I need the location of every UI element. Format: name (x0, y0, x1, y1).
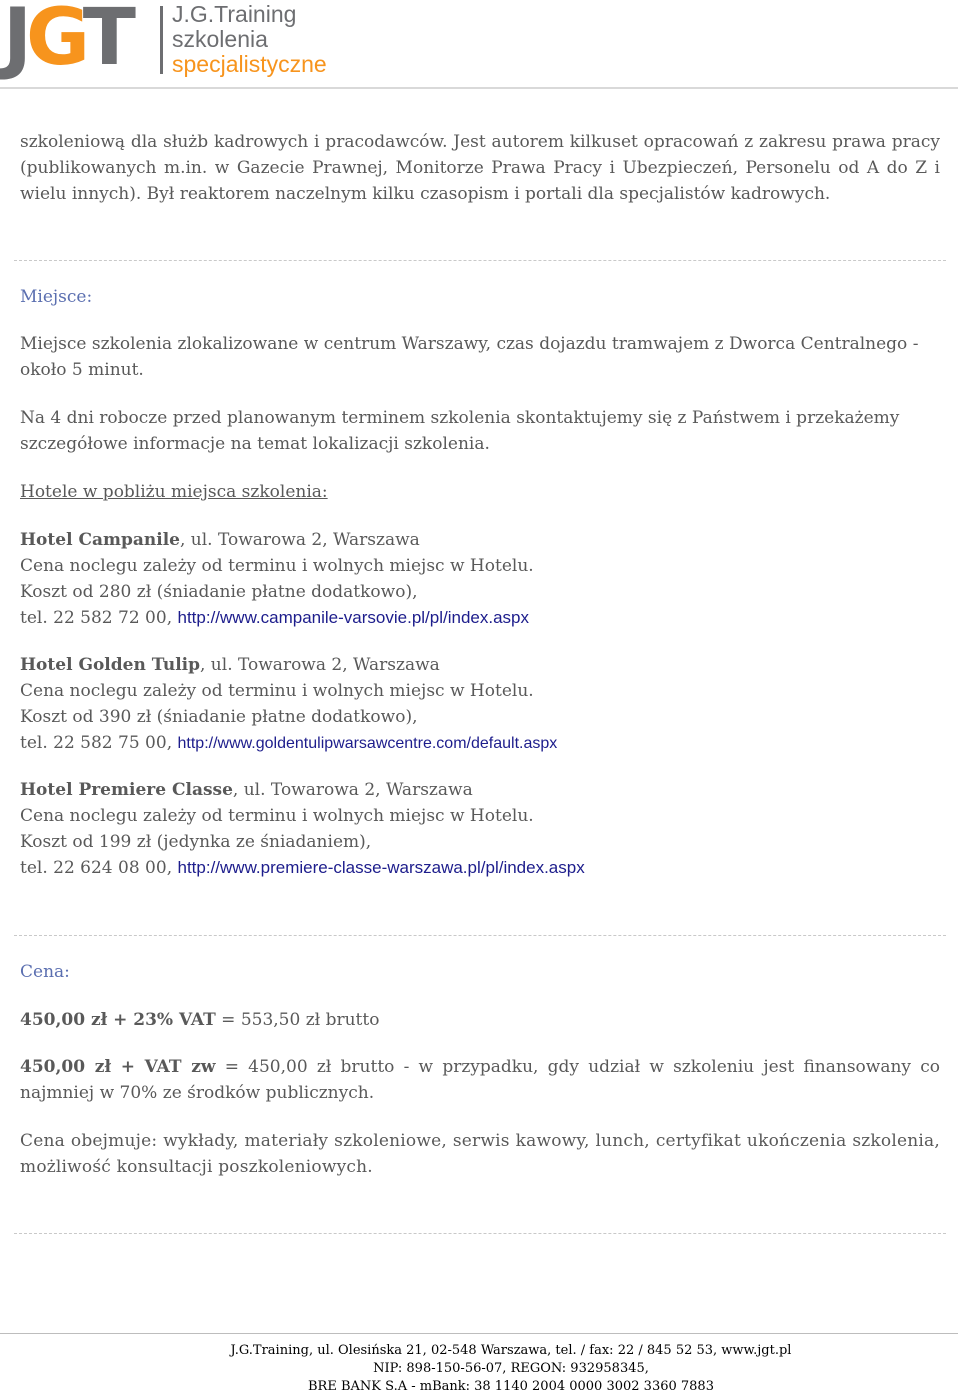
hotels-heading: Hotele w pobliżu miejsca szkolenia: (20, 482, 328, 502)
price-gross: = 553,50 zł brutto (215, 1010, 380, 1030)
hotel-website-link[interactable]: http://www.goldentulipwarsawcentre.com/default.aspx (177, 735, 558, 752)
hotel-entry (20, 652, 940, 757)
header-divider (0, 87, 958, 89)
price-with-vat (20, 1007, 940, 1033)
hotel-name: Hotel Campanile (20, 530, 180, 550)
hotel-phone: tel. 22 624 08 00, (20, 858, 178, 878)
section-divider (14, 935, 946, 936)
hotel-entry (20, 777, 940, 881)
location-contact-info: Na 4 dni robocze przed planowanym terminem szkolenia skontaktujemy się z Państwem i przekażemy szczegółowe informacje na temat lokalizacji szkolenia. (20, 408, 900, 454)
logo-line-1: J.G.Training (172, 1, 297, 27)
location-description: Miejsce szkolenia zlokalizowane w centrum Warszawy, czas dojazdu tramwajem z Dworca Centralnego - około 5 minut. (20, 334, 919, 380)
logo-letter-t: T (82, 0, 130, 83)
hotel-address: , ul. Towarowa 2, Warszawa (179, 530, 420, 550)
hotel-name: Hotel Golden Tulip (20, 655, 200, 675)
price-net-label: 450,00 zł + 23% VAT (20, 1010, 216, 1030)
trainer-bio: szkoleniową dla służb kadrowych i pracodawców. Jest autorem kilkuset opracowań z zakresu prawa pracy (publikowanych m.in. w Gazecie Prawnej, Monitorze Prawa Pracy i Ubezpieczeń, Personelu od A do Z i wielu innych). Był reaktorem naczelnym kilku czasopism i portali dla specjalistów kadrowych. (20, 132, 940, 204)
page-footer (0, 1342, 960, 1396)
page-header (0, 0, 960, 90)
hotel-cost: Koszt od 199 zł (jedynka ze śniadaniem), (20, 832, 372, 852)
hotel-entry (20, 527, 940, 631)
logo-line-2: szkolenia (172, 26, 268, 52)
footer-address: J.G.Training, ul. Olesińska 21, 02-548 Warszawa, tel. / fax: 22 / 845 52 53, www.jgt.pl (230, 1343, 792, 1358)
hotel-address: , ul. Towarowa 2, Warszawa (200, 655, 440, 675)
hotel-phone: tel. 22 582 72 00, (20, 608, 178, 628)
logo-text (172, 2, 327, 77)
price-exempt-note: = 450,00 zł brutto - w przypadku, gdy udział w szkoleniu jest finansowany co najmniej w 70% ze środków publicznych. (20, 1057, 940, 1103)
hotel-name: Hotel Premiere Classe (20, 780, 233, 800)
logo-letter-g: G (26, 0, 83, 83)
price-net-label: 450,00 zł + VAT zw (20, 1057, 216, 1077)
footer-tax-ids: NIP: 898-150-56-07, REGON: 932958345, (373, 1361, 649, 1376)
hotel-phone: tel. 22 582 75 00, (20, 733, 178, 753)
hotel-cost: Koszt od 280 zł (śniadanie płatne dodatkowo), (20, 582, 418, 602)
hotel-price-note: Cena noclegu zależy od terminu i wolnych miejsc w Hotelu. (20, 556, 534, 576)
price-vat-exempt (20, 1054, 940, 1106)
logo-divider (160, 6, 163, 74)
hotel-price-note: Cena noclegu zależy od terminu i wolnych miejsc w Hotelu. (20, 806, 534, 826)
logo-letter-j: J (3, 0, 27, 83)
price-includes: Cena obejmuje: wykłady, materiały szkoleniowe, serwis kawowy, lunch, certyfikat ukończenia szkolenia, możliwość konsultacji poszkoleniowych. (20, 1131, 940, 1177)
hotel-address: , ul. Towarowa 2, Warszawa (232, 780, 473, 800)
footer-divider (0, 1333, 958, 1334)
section-divider (14, 260, 946, 261)
location-heading: Miejsce: (20, 287, 93, 307)
footer-bank-account: BRE BANK S.A - mBank: 38 1140 2004 0000 3002 3360 7883 (308, 1379, 714, 1394)
hotel-price-note: Cena noclegu zależy od terminu i wolnych miejsc w Hotelu. (20, 681, 534, 701)
hotel-website-link[interactable]: http://www.campanile-varsovie.pl/pl/index.aspx (177, 608, 529, 627)
jgt-logo[interactable] (3, 0, 130, 83)
hotel-cost: Koszt od 390 zł (śniadanie płatne dodatkowo), (20, 707, 418, 727)
logo-line-3: specjalistyczne (172, 51, 327, 77)
section-divider (14, 1233, 946, 1234)
price-heading: Cena: (20, 962, 70, 982)
hotel-website-link[interactable]: http://www.premiere-classe-warszawa.pl/pl/index.aspx (177, 858, 585, 877)
